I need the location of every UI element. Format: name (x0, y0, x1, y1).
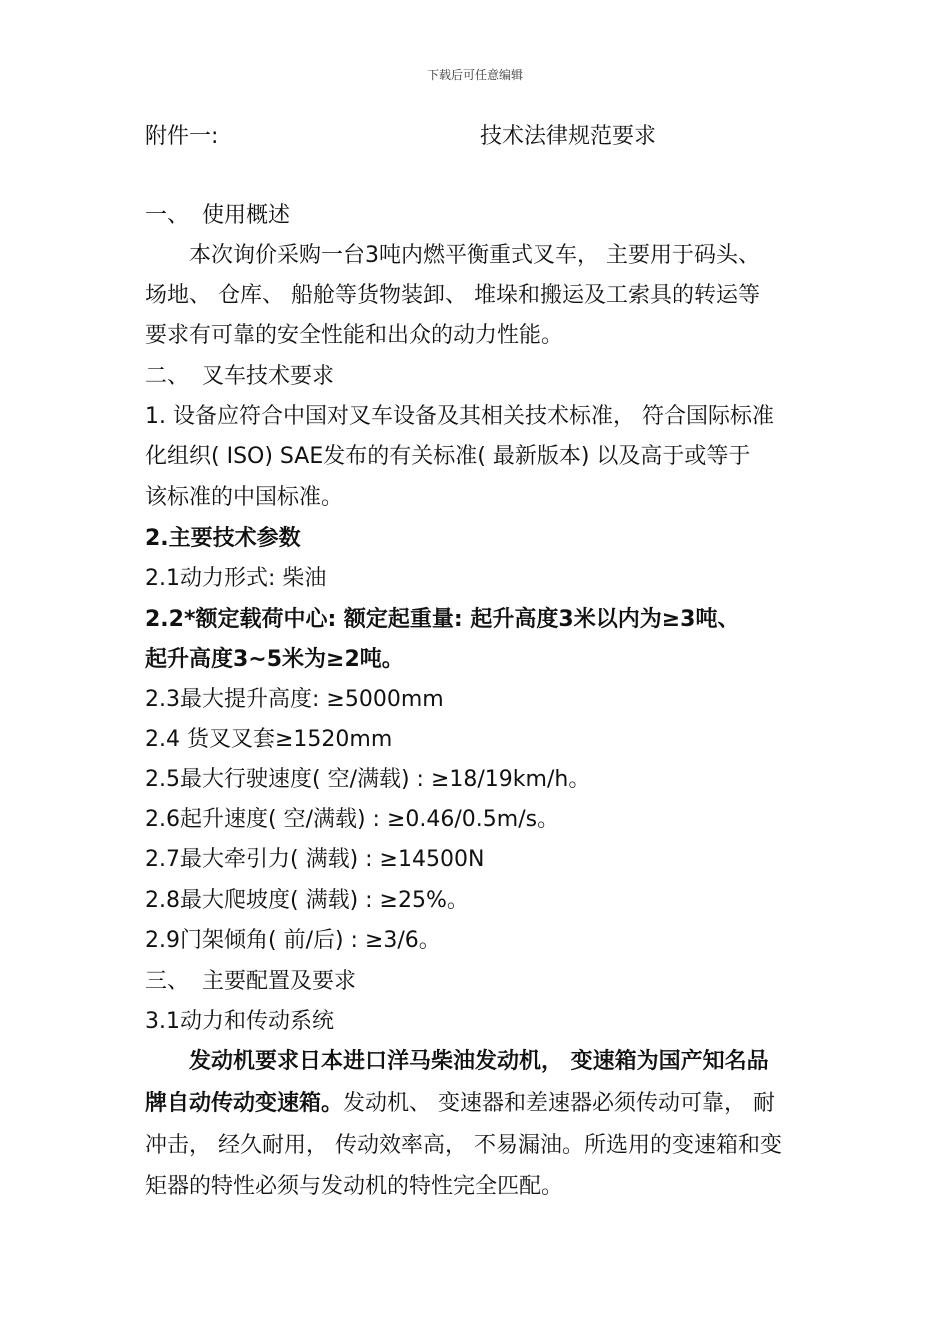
attachment-label: 附件一: (145, 124, 219, 149)
section-2-heading (145, 362, 815, 392)
section-2-title: 叉车技术要求 (202, 364, 335, 389)
param-2-2-line-2: 起升高度3~5米为≥2吨。 (145, 647, 404, 672)
section-1-para-line-1: 本次询价采购一台3吨内燃平衡重式叉车， 主要用于码头、 (189, 243, 760, 268)
section-3-para-line-3: 冲击， 经久耐用， 传动效率高， 不易漏油。所选用的变速箱和变 (145, 1133, 782, 1158)
page-header: 下载后可任意编辑 (426, 68, 523, 82)
section-3-heading (145, 967, 815, 997)
section-3-para-line-2-rest: 发动机、 变速器和差速器必须传动可靠， 耐 (343, 1091, 776, 1116)
param-2-4: 2.4 货叉叉套≥1520mm (145, 727, 393, 752)
param-2-5: 2.5最大行驶速度( 空/满载) : ≥18/19km/h。 (145, 767, 591, 792)
param-2-8: 2.8最大爬坡度( 满载) : ≥25%。 (145, 888, 469, 913)
section-3-para-line-1: 发动机要求日本进口洋马柴油发动机， 变速箱为国产知名品 (189, 1049, 769, 1074)
section-2-number: 二、 (145, 364, 190, 389)
item-1-line-2: 化组织( ISO) SAE发布的有关标准( 最新版本) 以及高于或等于 (145, 444, 751, 469)
param-2-7: 2.7最大牵引力( 满载) : ≥14500N (145, 847, 485, 872)
section-3-para-line-2 (145, 1089, 815, 1119)
param-2-6: 2.6起升速度( 空/满载) : ≥0.46/0.5m/s。 (145, 807, 560, 832)
item-1-line-1: 1. 设备应符合中国对叉车设备及其相关技术标准， 符合国际标准 (145, 404, 774, 429)
section-3-para-line-4: 矩器的特性必须与发动机的特性完全匹配。 (145, 1174, 564, 1199)
param-2-1: 2.1动力形式: 柴油 (145, 566, 327, 591)
param-2-9: 2.9门架倾角( 前/后) : ≥3/6。 (145, 928, 441, 953)
subsection-3-1-title: 3.1动力和传动系统 (145, 1009, 334, 1034)
document-title: 技术法律规范要求 (480, 124, 657, 149)
section-1-number: 一、 (145, 203, 190, 228)
section-1-heading (145, 201, 815, 231)
item-2-title: 2.主要技术参数 (145, 526, 301, 551)
section-3-title: 主要配置及要求 (202, 969, 357, 994)
section-3-number: 三、 (145, 969, 190, 994)
section-1-para-line-2: 场地、 仓库、 船舱等货物装卸、 堆垛和搬运及工索具的转运等 (145, 283, 760, 308)
param-2-2-line-1: 2.2*额定载荷中心: 额定起重量: 起升高度3米以内为≥3吨、 (145, 607, 740, 632)
param-2-3: 2.3最大提升高度: ≥5000mm (145, 687, 444, 712)
section-1-para-line-3: 要求有可靠的安全性能和出众的动力性能。 (145, 323, 564, 348)
section-1-title: 使用概述 (202, 203, 291, 228)
item-1-line-3: 该标准的中国标准。 (145, 485, 344, 510)
section-3-para-line-2-bold: 牌自动传动变速箱。 (145, 1091, 344, 1116)
